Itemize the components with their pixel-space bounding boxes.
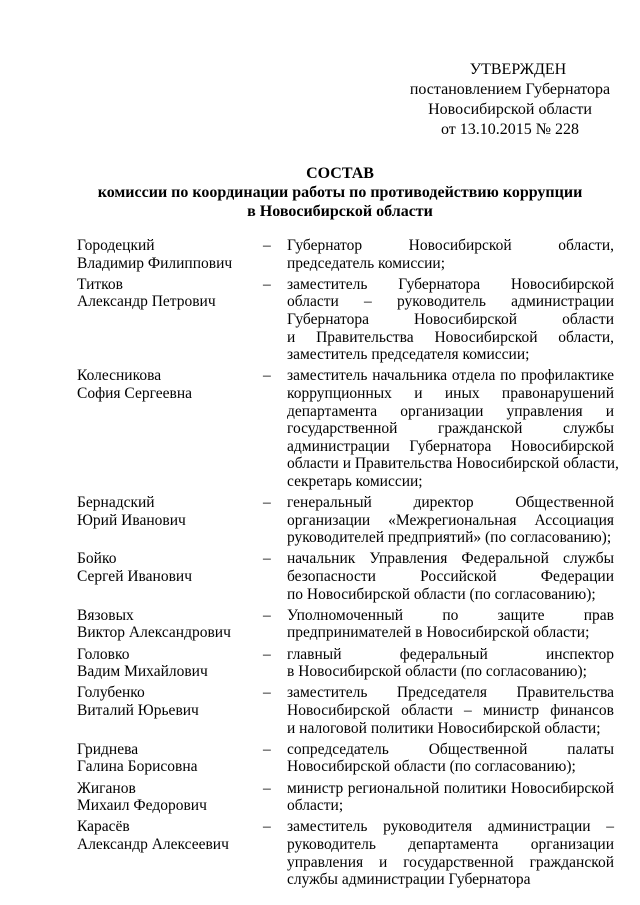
member-row [0,684,640,737]
member-row [0,818,640,888]
member-row [0,607,640,642]
member-row [0,550,640,603]
member-surname: Городецкий [77,237,155,254]
member-position-line: сопредседатель Общественной палаты [287,740,614,758]
member-name [0,276,257,364]
member-position-line: предпринимателей в Новосибирской области; [287,624,590,642]
member-position-line: главный федеральный инспектор [287,645,614,663]
member-dash: – [263,684,271,702]
member-dash: – [263,494,271,512]
approval-block [380,60,640,140]
approval-line: Новосибирской области [428,101,592,118]
member-position [287,276,614,364]
member-dash: – [263,818,271,836]
member-position [287,607,614,642]
member-position-line: Новосибирской области (по согласованию); [287,758,576,776]
member-position-line: Уполномоченный по защите прав [287,606,614,624]
member-row [0,646,640,681]
member-position-line: заместитель начальника отдела по профилактике [287,367,614,385]
member-position [287,646,614,681]
member-row [0,367,640,490]
member-position-line: и налоговой политики Новосибирской области; [287,719,601,737]
member-position-line: службы администрации Губернатора [287,871,531,889]
member-surname: Голубенко [77,684,145,702]
member-given-name: Владимир Филиппович [77,254,233,272]
member-dash: – [263,275,271,293]
member-position-line: руководитель департамента организации [287,835,614,853]
member-name [0,646,257,681]
member-dash: – [263,779,271,797]
member-name [0,367,257,490]
member-dash: – [263,740,271,758]
member-given-name: Галина Борисовна [77,758,198,776]
member-name [0,607,257,642]
member-position [287,237,614,272]
member-position-line: руководителей предприятий» (по согласованию); [287,529,612,547]
member-position-line: области и Правительства Новосибирской области, [287,455,619,473]
member-position-line: по Новосибирской области (по согласованию); [287,585,596,603]
member-position-line: безопасности Российской Федерации [287,568,614,586]
member-position-line: организации «Межрегиональная Ассоциация [287,511,614,529]
member-dash: – [263,550,271,568]
member-surname: Гриднева [77,740,139,758]
member-position [287,367,619,490]
member-position-line: Губернатора Новосибирской области [287,310,614,328]
member-position-line: заместитель Губернатора Новосибирской [287,275,614,293]
members-list [0,237,640,892]
member-surname: Колесникова [77,367,162,385]
member-given-name: Сергей Иванович [77,568,193,586]
member-row [0,237,640,272]
member-position-line: заместитель председателя комиссии; [287,346,530,364]
member-given-name: Михаил Федорович [77,797,207,815]
member-position [287,550,614,603]
member-position-line: области – руководитель администрации [287,293,614,311]
member-dash: – [263,237,271,254]
member-name [0,684,257,737]
member-position-line: заместитель Председателя Правительства [287,684,614,702]
member-position-line: начальник Управления Федеральной службы [287,550,614,568]
member-dash: – [263,367,271,385]
member-position [287,818,614,888]
member-position-line: министр региональной политики Новосибирской [287,779,614,797]
member-surname: Карасёв [77,818,130,836]
member-position-line: Новосибирской области – министр финансов [287,702,614,719]
member-surname: Титков [77,275,123,293]
member-name [0,237,257,272]
member-name [0,780,257,815]
member-dash: – [263,645,271,663]
member-row [0,276,640,364]
member-position-line: управления и государственной гражданской [287,853,614,871]
member-position-line: в Новосибирской области (по согласованию); [287,663,587,681]
member-surname: Вязовых [77,606,134,624]
member-position [287,494,614,547]
member-row [0,741,640,776]
member-dash: – [263,606,271,624]
member-position-line: секретарь комиссии; [287,472,423,490]
member-surname: Бойко [77,550,117,568]
member-given-name: Александр Алексеевич [77,835,229,853]
member-position [287,741,614,776]
document-subtitle: комиссии по координации работы по противодействию коррупции [97,184,583,201]
member-given-name: София Сергеевна [77,384,192,402]
member-position-line: администрации Губернатора Новосибирской [287,437,614,455]
member-position [287,780,614,815]
member-position-line: Губернатор Новосибирской области, [287,237,614,254]
approval-stamp: УТВЕРЖДЕН [469,61,567,78]
member-name [0,550,257,603]
member-given-name: Виталий Юрьевич [77,702,199,719]
member-surname: Головко [77,645,130,663]
member-position [287,684,614,737]
member-given-name: Александр Петрович [77,293,216,311]
member-given-name: Вадим Михайлович [77,663,208,681]
document-heading [60,164,620,221]
member-name [0,818,257,888]
member-position-line: государственной гражданской службы [287,420,614,438]
member-row [0,780,640,815]
member-surname: Бернадский [77,494,155,512]
member-position-line: генеральный директор Общественной [287,494,614,512]
member-position-line: коррупционных и иных правонарушений [287,384,614,402]
member-position-line: департамента организации управления и [287,402,614,420]
member-position-line: председатель комиссии; [287,254,446,272]
member-name [0,494,257,547]
member-given-name: Юрий Иванович [77,511,186,529]
member-position-line: заместитель руководителя администрации – [287,818,614,836]
member-position-line: области; [287,797,344,815]
member-surname: Жиганов [77,779,136,797]
document-title: СОСТАВ [306,165,374,182]
approval-line: постановлением Губернатора [409,81,611,98]
approval-date: от 13.10.2015 № 228 [440,121,580,138]
member-row [0,494,640,547]
member-position-line: и Правительства Новосибирской области, [287,328,614,346]
document-subtitle: в Новосибирской области [247,203,433,220]
member-given-name: Виктор Александрович [77,624,231,642]
member-name [0,741,257,776]
